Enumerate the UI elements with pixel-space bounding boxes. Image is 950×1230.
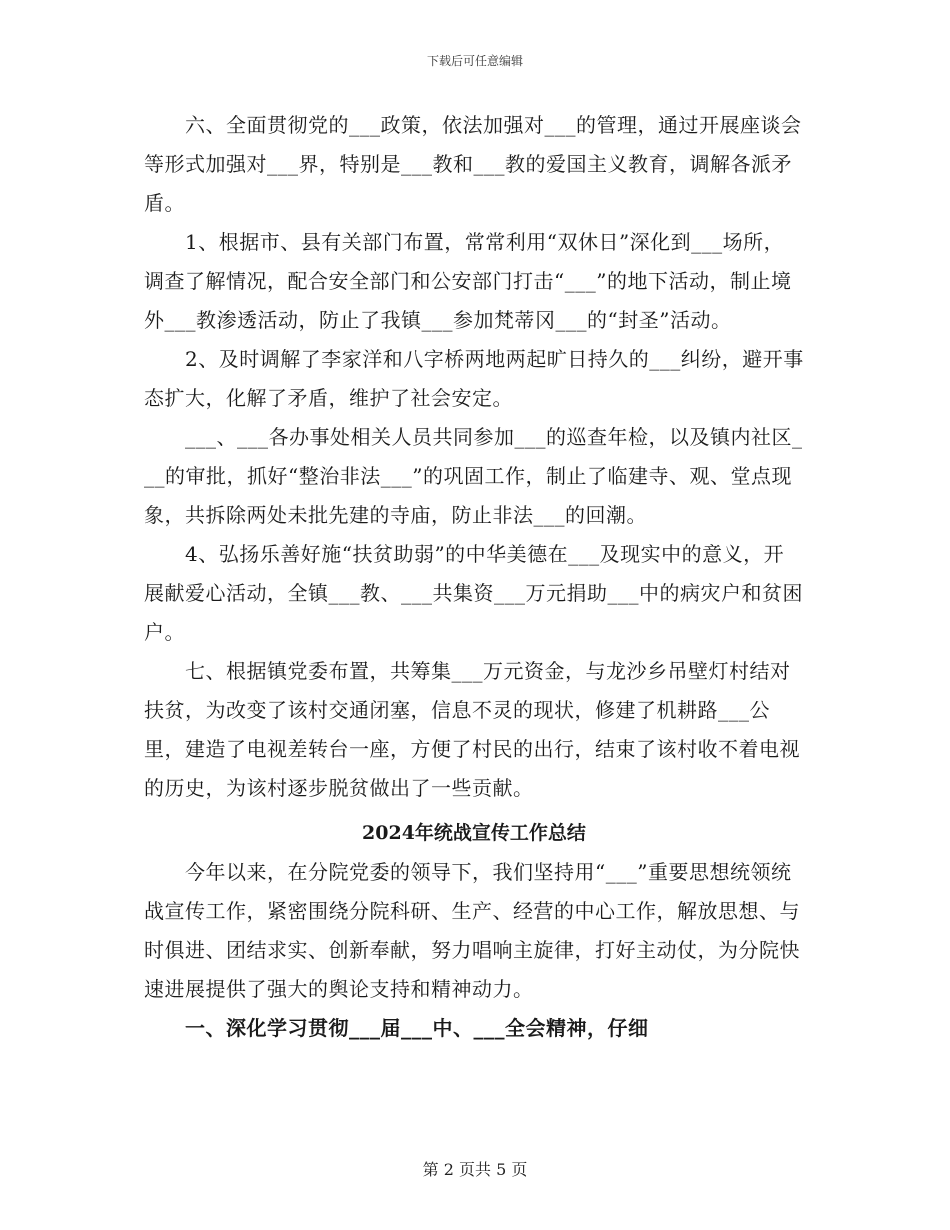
paragraph-item-3: ___、___各办事处相关人员共同参加___的巡查年检，以及镇内社区___的审批，抓好“整治非法___”的巩固工作，制止了临建寺、观、堂点现象，共拆除两处未批先建的寺庙，防止非法___的回潮。 — [144, 425, 803, 527]
section-intro-paragraph: 今年以来，在分院党委的领导下，我们坚持用“___”重要思想统领统战宣传工作，紧密围绕分院科研、生产、经营的中心工作，解放思想、与时俱进、团结求实、创新奉献，努力唱响主旋律，打好主动仗，为分院快速进展提供了强大的舆论支持和精神动力。 — [144, 860, 800, 1001]
page-header: 下载后可任意编辑 — [426, 54, 523, 68]
paragraph-item-1: 1、根据市、县有关部门布置，常常利用“双休日”深化到___场所，调查了解情况，配合安全部门和公安部门打击“___”的地下活动，制止境外___教渗透活动，防止了我镇___参加梵蒂冈___的“封圣”活动。 — [144, 230, 792, 332]
paragraph-item-2: 2、及时调解了李家洋和八字桥两地两起旷日持久的___纠纷，避开事态扩大，化解了矛盾，维护了社会安定。 — [144, 347, 804, 410]
section-title: 2024年统战宣传工作总结 — [362, 822, 586, 844]
page-footer: 第 2 页共 5 页 — [422, 1160, 528, 1179]
document-body — [144, 106, 804, 1048]
paragraph-6: 六、全面贯彻党的___政策，依法加强对___的管理，通过开展座谈会等形式加强对___界，特别是___教和___教的爱国主义教育，调解各派矛盾。 — [144, 113, 802, 215]
paragraph-item-4: 4、弘扬乐善好施“扶贫助弱”的中华美德在___及现实中的意义，开展献爱心活动，全镇___教、___共集资___万元捐助___中的病灾户和贫困户。 — [144, 542, 803, 644]
paragraph-7: 七、根据镇党委布置，共筹集___万元资金，与龙沙乡吊壁灯村结对扶贫，为改变了该村交通闭塞，信息不灵的现状，修建了机耕路___公里，建造了电视差转台一座，方便了村民的出行，结束了该村收不着电视的历史，为该村逐步脱贫做出了一些贡献。 — [144, 659, 800, 800]
section-subheading: 一、深化学习贯彻___届___中、___全会精神，仔细 — [185, 1016, 649, 1040]
